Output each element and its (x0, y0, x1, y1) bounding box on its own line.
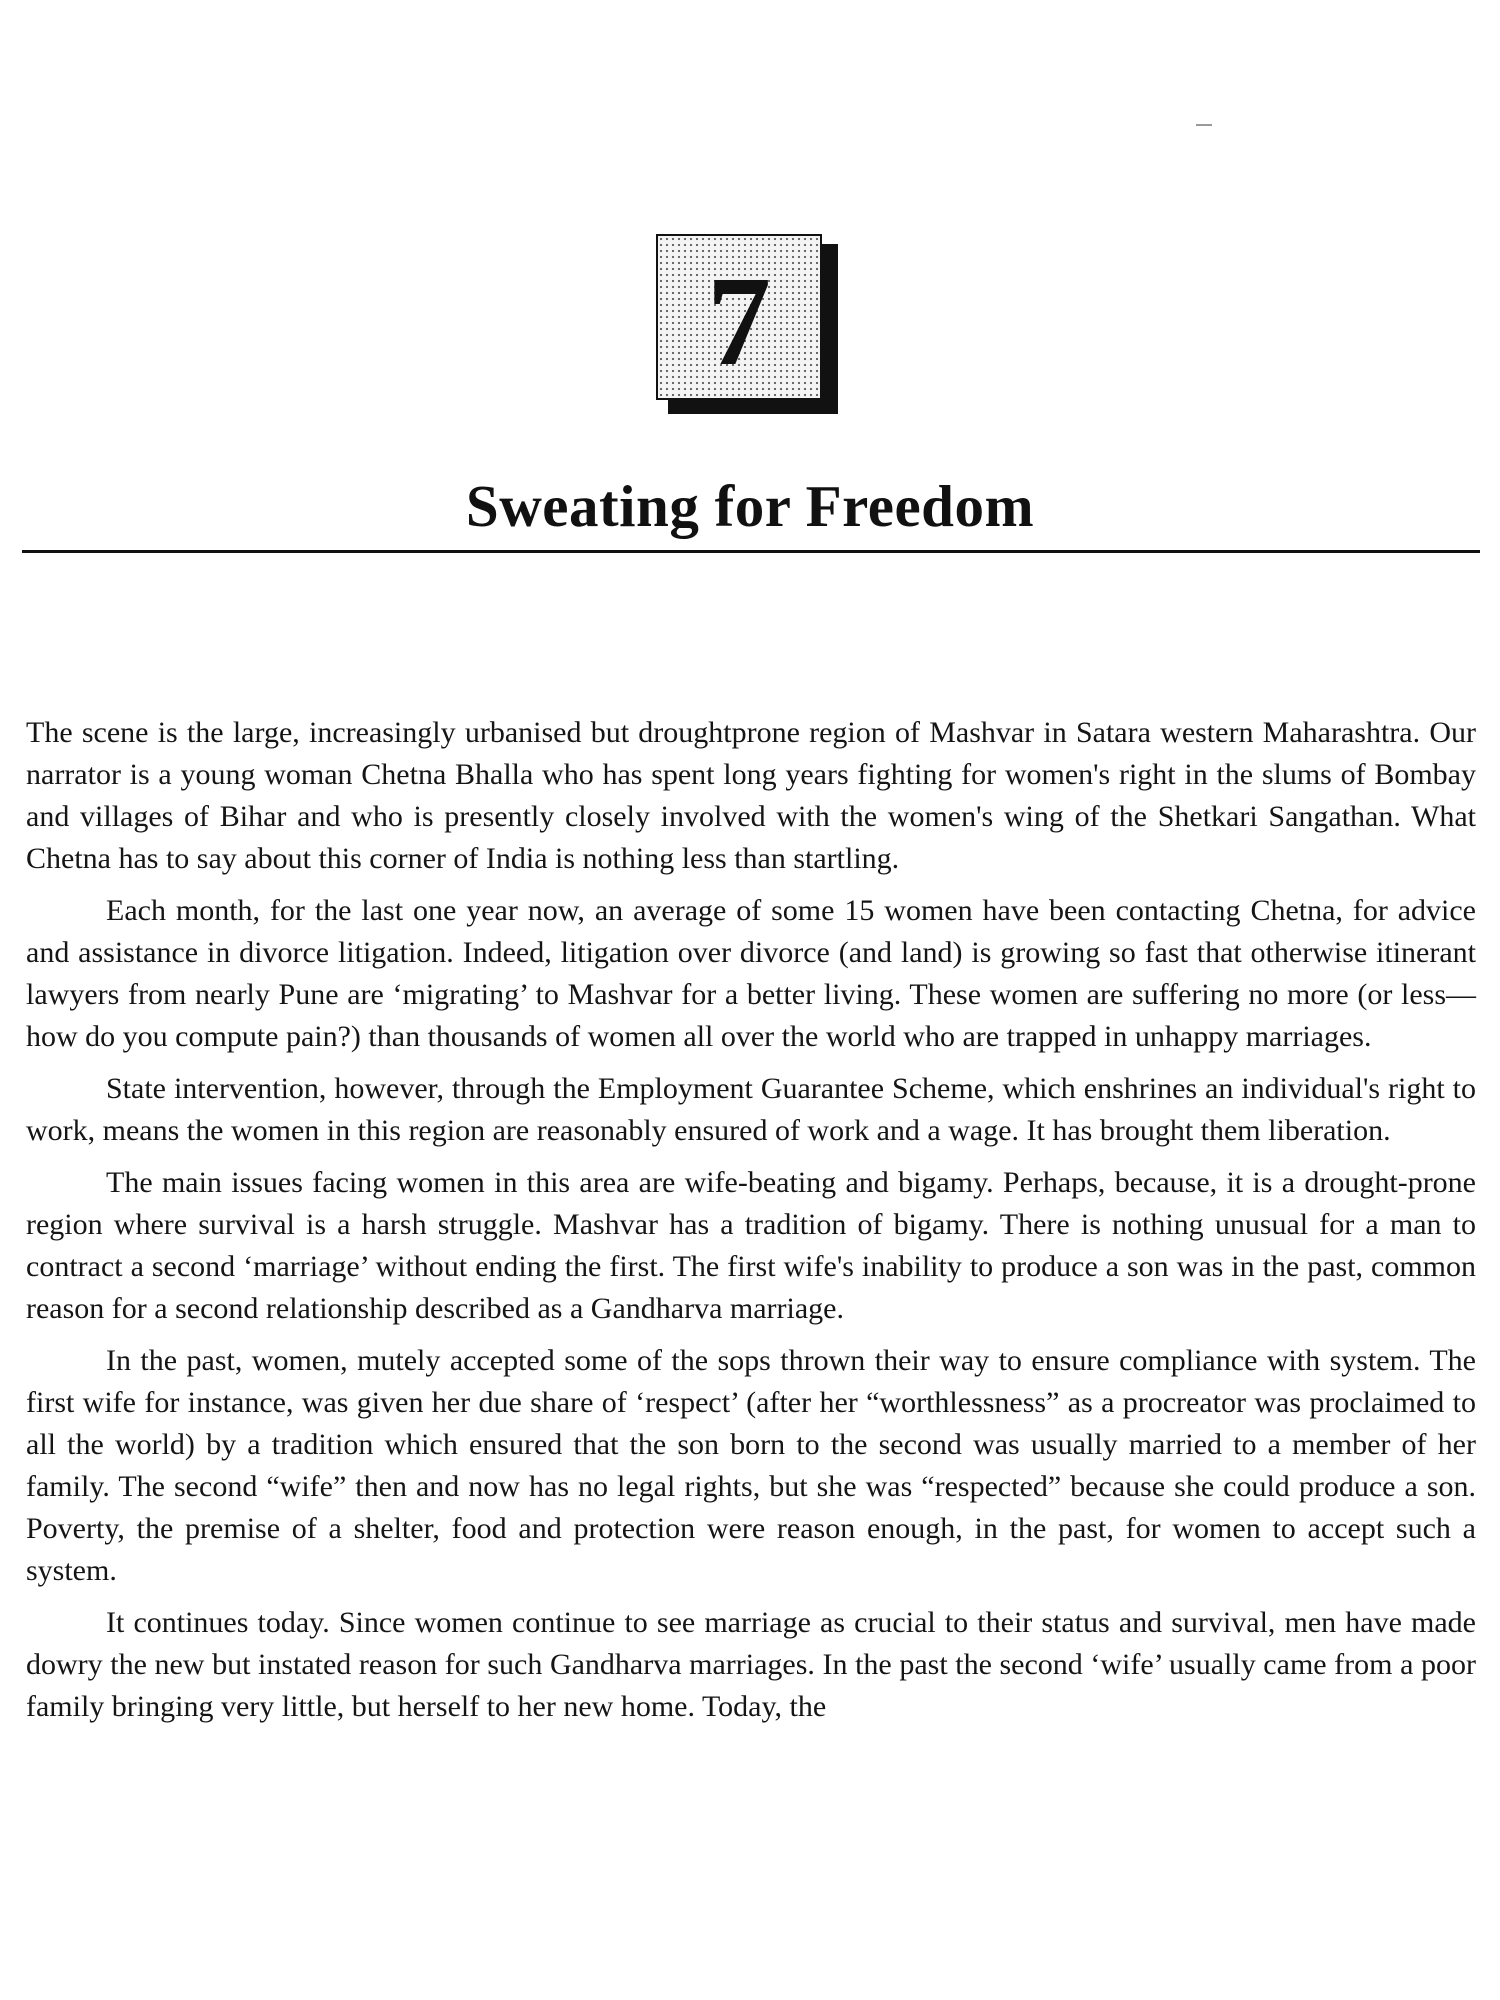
title-divider (22, 550, 1480, 553)
chapter-body (26, 712, 1476, 1738)
paragraph-5: In the past, women, mutely accepted some of the sops thrown their way to ensure compliance with system. The first wife for instance, was given her due share of ‘respect’ (after her “worthlessness” as a procreator was proclaimed to all the world) by a tradition which ensured that the son born to the second was usually married to a member of her family. The second “wife” then and now has no legal rights, but she was “respected” because she could produce a son. Poverty, the premise of a shelter, food and protection were reason enough, in the past, for women to accept such a system. (26, 1344, 1476, 1587)
paragraph-3: State intervention, however, through the Employment Guarantee Scheme, which enshrines an individual's right to work, means the women in this region are reasonably ensured of work and a wage. It has brought them liberation. (26, 1072, 1476, 1147)
paragraph-6: It continues today. Since women continue to see marriage as crucial to their status and survival, men have made dowry the new but instated reason for such Gandharva marriages. In the past the second ‘wife’ usually came from a poor family bringing very little, but herself to her new home. Today, the (26, 1606, 1476, 1723)
paragraph-4: The main issues facing women in this area are wife-beating and bigamy. Perhaps, because, it is a drought-prone region where survival is a harsh struggle. Mashvar has a tradition of bigamy. There is nothing unusual for a man to contract a second ‘marriage’ without ending the first. The first wife's inability to produce a son was in the past, common reason for a second relationship described as a Gandharva marriage. (26, 1166, 1476, 1325)
page-corner-mark (1196, 124, 1212, 126)
chapter-number-box (656, 234, 822, 400)
chapter-title: Sweating for Freedom (465, 473, 1035, 539)
paragraph-2: Each month, for the last one year now, an average of some 15 women have been contacting Chetna, for advice and assistance in divorce litigation. Indeed, litigation over divorce (and land) is growing so fast that otherwise itinerant lawyers from nearly Pune are ‘migrating’ to Mashvar for a better living. These women are suffering no more (or less—how do you compute pain?) than thousands of women all over the world who are trapped in unhappy marriages. (26, 894, 1476, 1053)
paragraph-1: The scene is the large, increasingly urbanised but droughtprone region of Mashvar in Satara western Maharashtra. Our narrator is a young woman Chetna Bhalla who has spent long years fighting for women's right in the slums of Bombay and villages of Bihar and who is presently closely involved with the women's wing of the Shetkari Sangathan. What Chetna has to say about this corner of India is nothing less than startling. (26, 716, 1476, 875)
chapter-number: 7 (707, 250, 771, 392)
